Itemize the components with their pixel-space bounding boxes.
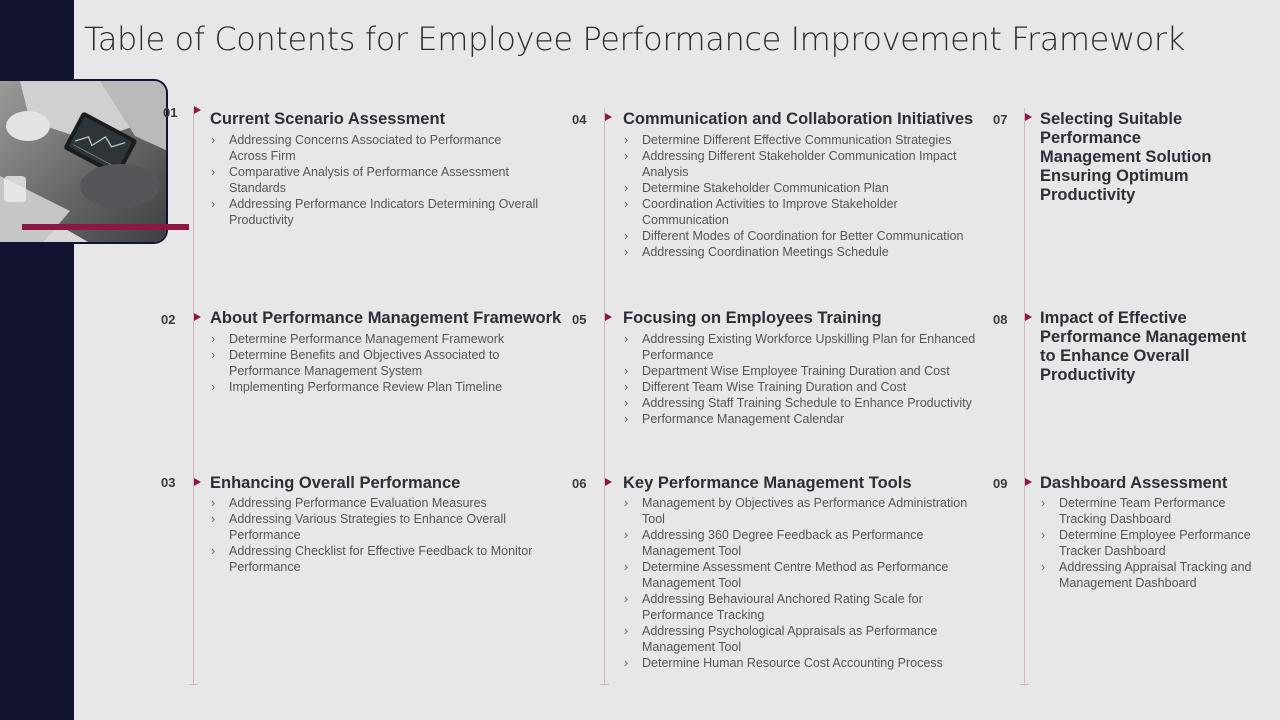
section-items bbox=[623, 331, 987, 427]
triangle-marker-icon bbox=[605, 313, 612, 321]
section-item[interactable]: › Determine Team Performance Tracking Dashboard bbox=[1040, 495, 1272, 527]
triangle-marker-icon bbox=[605, 113, 612, 121]
column-divider-3-end bbox=[1020, 684, 1029, 685]
section-item[interactable]: › Addressing 360 Degree Feedback as Performance Management Tool bbox=[623, 527, 987, 559]
column-divider-2 bbox=[604, 108, 605, 686]
section-item[interactable]: › Addressing Appraisal Tracking and Management Dashboard bbox=[1040, 559, 1272, 591]
section-items bbox=[623, 132, 987, 260]
section-item[interactable]: › Addressing Checklist for Effective Feedback to Monitor Performance bbox=[210, 543, 540, 575]
section-item[interactable]: › Comparative Analysis of Performance Assessment Standards bbox=[210, 164, 540, 196]
section-items bbox=[1040, 495, 1272, 591]
tablet-meeting-image bbox=[0, 81, 168, 244]
section-item[interactable]: › Determine Human Resource Cost Accounting Process bbox=[623, 655, 987, 671]
section-item[interactable]: › Coordination Activities to Improve Stakeholder Communication bbox=[623, 196, 987, 228]
triangle-marker-icon bbox=[605, 478, 612, 486]
section-heading[interactable]: Focusing on Employees Training bbox=[623, 309, 882, 327]
section-item[interactable]: › Performance Management Calendar bbox=[623, 411, 987, 427]
section-item[interactable]: › Implementing Performance Review Plan Timeline bbox=[210, 379, 540, 395]
section-item[interactable]: › Addressing Behavioural Anchored Rating Scale for Performance Tracking bbox=[623, 591, 987, 623]
triangle-marker-icon bbox=[194, 106, 201, 114]
section-number: 01 bbox=[163, 105, 178, 120]
section-item[interactable]: › Determine Employee Performance Tracker Dashboard bbox=[1040, 527, 1272, 559]
column-divider-1 bbox=[193, 108, 194, 686]
triangle-marker-icon bbox=[194, 478, 201, 486]
section-item[interactable]: › Addressing Psychological Appraisals as Performance Management Tool bbox=[623, 623, 987, 655]
section-item[interactable]: › Addressing Different Stakeholder Communication Impact Analysis bbox=[623, 148, 987, 180]
page-title: Table of Contents for Employee Performance Improvement Framework bbox=[84, 20, 1185, 58]
section-heading[interactable]: About Performance Management Framework bbox=[210, 309, 562, 327]
section-heading[interactable]: Dashboard Assessment bbox=[1040, 474, 1228, 492]
section-item[interactable]: › Management by Objectives as Performance Administration Tool bbox=[623, 495, 987, 527]
section-heading[interactable]: Enhancing Overall Performance bbox=[210, 474, 461, 492]
section-items bbox=[623, 495, 987, 671]
section-item[interactable]: › Determine Benefits and Objectives Associated to Performance Management System bbox=[210, 347, 540, 379]
section-heading[interactable]: Selecting Suitable Performance Management Solution Ensuring Optimum Productivity bbox=[1040, 110, 1212, 204]
section-item[interactable]: › Addressing Concerns Associated to Performance Across Firm bbox=[210, 132, 540, 164]
section-number: 07 bbox=[993, 112, 1008, 127]
section-item[interactable]: › Addressing Various Strategies to Enhance Overall Performance bbox=[210, 511, 540, 543]
section-item[interactable]: › Addressing Coordination Meetings Schedule bbox=[623, 244, 987, 260]
section-heading[interactable]: Current Scenario Assessment bbox=[210, 110, 446, 128]
triangle-marker-icon bbox=[1025, 113, 1032, 121]
section-heading[interactable]: Communication and Collaboration Initiatives bbox=[623, 110, 974, 128]
column-divider-2-end bbox=[600, 684, 609, 685]
section-heading[interactable]: Impact of Effective Performance Management to Enhance Overall Productivity bbox=[1040, 309, 1247, 384]
triangle-marker-icon bbox=[194, 313, 201, 321]
section-items bbox=[210, 495, 540, 575]
section-item[interactable]: › Different Modes of Coordination for Better Communication bbox=[623, 228, 987, 244]
column-divider-1-end bbox=[189, 684, 198, 685]
section-number: 03 bbox=[161, 475, 176, 490]
section-item[interactable]: › Addressing Staff Training Schedule to Enhance Productivity bbox=[623, 395, 987, 411]
triangle-marker-icon bbox=[1025, 478, 1032, 486]
section-number: 06 bbox=[572, 476, 587, 491]
accent-bar bbox=[22, 224, 189, 230]
column-divider-3 bbox=[1024, 108, 1025, 686]
section-item[interactable]: › Different Team Wise Training Duration and Cost bbox=[623, 379, 987, 395]
section-item[interactable]: › Addressing Performance Indicators Determining Overall Productivity bbox=[210, 196, 540, 228]
section-item[interactable]: › Determine Performance Management Framework bbox=[210, 331, 540, 347]
section-item[interactable]: › Department Wise Employee Training Duration and Cost bbox=[623, 363, 987, 379]
business-meeting-photo bbox=[0, 79, 168, 244]
section-number: 05 bbox=[572, 312, 587, 327]
section-item[interactable]: › Addressing Existing Workforce Upskilling Plan for Enhanced Performance bbox=[623, 331, 987, 363]
section-number: 08 bbox=[993, 312, 1008, 327]
section-number: 04 bbox=[572, 112, 587, 127]
section-heading[interactable]: Key Performance Management Tools bbox=[623, 474, 912, 492]
section-item[interactable]: › Determine Assessment Centre Method as Performance Management Tool bbox=[623, 559, 987, 591]
section-number: 09 bbox=[993, 476, 1008, 491]
section-item[interactable]: › Addressing Performance Evaluation Measures bbox=[210, 495, 540, 511]
section-number: 02 bbox=[161, 312, 176, 327]
triangle-marker-icon bbox=[1025, 313, 1032, 321]
section-items bbox=[210, 331, 540, 395]
section-item[interactable]: › Determine Different Effective Communication Strategies bbox=[623, 132, 987, 148]
section-items bbox=[210, 132, 540, 228]
section-item[interactable]: › Determine Stakeholder Communication Plan bbox=[623, 180, 987, 196]
